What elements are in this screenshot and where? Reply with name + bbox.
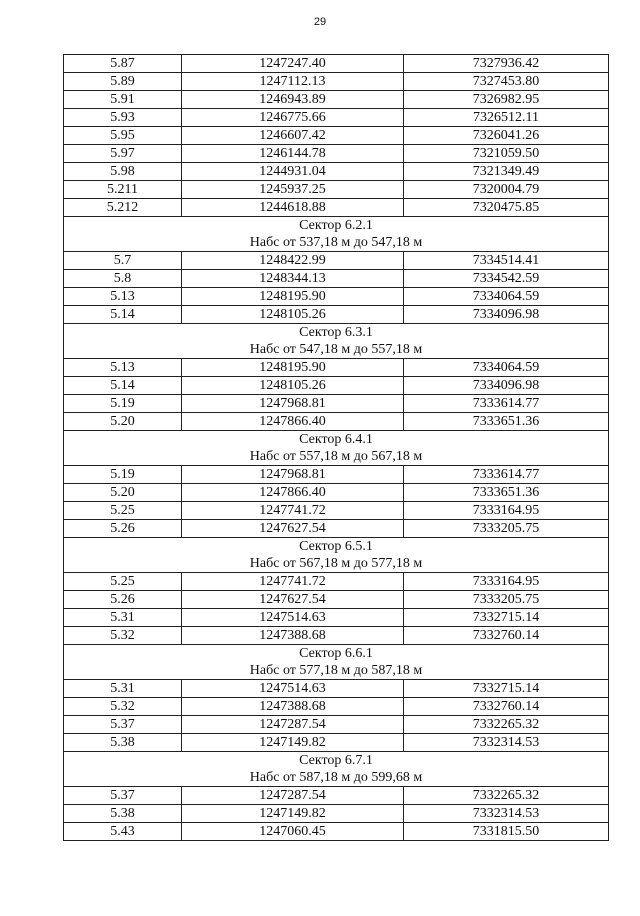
point-number-cell: 5.8 [64, 270, 182, 288]
y-coordinate-cell: 7332715.14 [404, 680, 609, 698]
sector-height-row [64, 662, 609, 680]
table-row [64, 252, 609, 270]
x-coordinate-cell: 1247514.63 [182, 609, 404, 627]
sector-title: Сектор 6.2.1 [64, 217, 609, 235]
x-coordinate-cell: 1247060.45 [182, 823, 404, 841]
x-coordinate-cell: 1247149.82 [182, 805, 404, 823]
y-coordinate-cell: 7327936.42 [404, 55, 609, 73]
sector-height-row [64, 448, 609, 466]
x-coordinate-cell: 1247514.63 [182, 680, 404, 698]
sector-title-row [64, 431, 609, 449]
sector-title: Сектор 6.6.1 [64, 645, 609, 663]
y-coordinate-cell: 7332760.14 [404, 698, 609, 716]
point-number-cell: 5.91 [64, 91, 182, 109]
x-coordinate-cell: 1247866.40 [182, 484, 404, 502]
table-row [64, 734, 609, 752]
sector-title: Сектор 6.3.1 [64, 324, 609, 342]
point-number-cell: 5.14 [64, 306, 182, 324]
x-coordinate-cell: 1246775.66 [182, 109, 404, 127]
x-coordinate-cell: 1248195.90 [182, 359, 404, 377]
table-row [64, 805, 609, 823]
table-row [64, 127, 609, 145]
point-number-cell: 5.20 [64, 413, 182, 431]
sector-title-row [64, 538, 609, 556]
y-coordinate-cell: 7333614.77 [404, 395, 609, 413]
y-coordinate-cell: 7321349.49 [404, 163, 609, 181]
x-coordinate-cell: 1247741.72 [182, 573, 404, 591]
y-coordinate-cell: 7334096.98 [404, 306, 609, 324]
x-coordinate-cell: 1247149.82 [182, 734, 404, 752]
y-coordinate-cell: 7332715.14 [404, 609, 609, 627]
x-coordinate-cell: 1246607.42 [182, 127, 404, 145]
y-coordinate-cell: 7320004.79 [404, 181, 609, 199]
y-coordinate-cell: 7333651.36 [404, 413, 609, 431]
y-coordinate-cell: 7321059.50 [404, 145, 609, 163]
table-row [64, 787, 609, 805]
table-row [64, 520, 609, 538]
table-row [64, 306, 609, 324]
point-number-cell: 5.20 [64, 484, 182, 502]
sector-height-range: Набс от 567,18 м до 577,18 м [64, 555, 609, 573]
y-coordinate-cell: 7332265.32 [404, 787, 609, 805]
point-number-cell: 5.38 [64, 734, 182, 752]
sector-height-row [64, 234, 609, 252]
x-coordinate-cell: 1248344.13 [182, 270, 404, 288]
table-row [64, 716, 609, 734]
point-number-cell: 5.95 [64, 127, 182, 145]
page-number: 29 [313, 16, 327, 28]
x-coordinate-cell: 1248105.26 [182, 306, 404, 324]
table-row [64, 573, 609, 591]
table-row [64, 181, 609, 199]
point-number-cell: 5.97 [64, 145, 182, 163]
x-coordinate-cell: 1247741.72 [182, 502, 404, 520]
point-number-cell: 5.13 [64, 288, 182, 306]
sector-height-range: Набс от 577,18 м до 587,18 м [64, 662, 609, 680]
sector-title: Сектор 6.7.1 [64, 752, 609, 770]
x-coordinate-cell: 1248422.99 [182, 252, 404, 270]
point-number-cell: 5.31 [64, 680, 182, 698]
point-number-cell: 5.93 [64, 109, 182, 127]
y-coordinate-cell: 7326041.26 [404, 127, 609, 145]
x-coordinate-cell: 1244931.04 [182, 163, 404, 181]
point-number-cell: 5.26 [64, 591, 182, 609]
y-coordinate-cell: 7332314.53 [404, 734, 609, 752]
y-coordinate-cell: 7333614.77 [404, 466, 609, 484]
point-number-cell: 5.13 [64, 359, 182, 377]
point-number-cell: 5.87 [64, 55, 182, 73]
y-coordinate-cell: 7334064.59 [404, 359, 609, 377]
x-coordinate-cell: 1247287.54 [182, 787, 404, 805]
point-number-cell: 5.32 [64, 698, 182, 716]
x-coordinate-cell: 1248105.26 [182, 377, 404, 395]
sector-height-row [64, 555, 609, 573]
table-row [64, 698, 609, 716]
table-row [64, 377, 609, 395]
table-row [64, 288, 609, 306]
x-coordinate-cell: 1247287.54 [182, 716, 404, 734]
sector-title-row [64, 217, 609, 235]
table-row [64, 680, 609, 698]
sector-height-range: Набс от 557,18 м до 567,18 м [64, 448, 609, 466]
coordinates-table [63, 54, 609, 841]
table-row [64, 484, 609, 502]
point-number-cell: 5.19 [64, 395, 182, 413]
x-coordinate-cell: 1248195.90 [182, 288, 404, 306]
table-row [64, 55, 609, 73]
y-coordinate-cell: 7334542.59 [404, 270, 609, 288]
y-coordinate-cell: 7320475.85 [404, 199, 609, 217]
point-number-cell: 5.43 [64, 823, 182, 841]
x-coordinate-cell: 1247112.13 [182, 73, 404, 91]
sector-title-row [64, 645, 609, 663]
table-row [64, 199, 609, 217]
point-number-cell: 5.212 [64, 199, 182, 217]
table-row [64, 73, 609, 91]
x-coordinate-cell: 1246943.89 [182, 91, 404, 109]
point-number-cell: 5.211 [64, 181, 182, 199]
point-number-cell: 5.25 [64, 502, 182, 520]
y-coordinate-cell: 7334514.41 [404, 252, 609, 270]
y-coordinate-cell: 7334096.98 [404, 377, 609, 395]
y-coordinate-cell: 7332760.14 [404, 627, 609, 645]
coordinates-table-body [64, 55, 609, 841]
y-coordinate-cell: 7333205.75 [404, 520, 609, 538]
y-coordinate-cell: 7332265.32 [404, 716, 609, 734]
point-number-cell: 5.26 [64, 520, 182, 538]
point-number-cell: 5.32 [64, 627, 182, 645]
x-coordinate-cell: 1247388.68 [182, 698, 404, 716]
x-coordinate-cell: 1246144.78 [182, 145, 404, 163]
x-coordinate-cell: 1247968.81 [182, 395, 404, 413]
sector-title-row [64, 324, 609, 342]
sector-height-row [64, 341, 609, 359]
y-coordinate-cell: 7326512.11 [404, 109, 609, 127]
table-row [64, 395, 609, 413]
sector-height-range: Набс от 547,18 м до 557,18 м [64, 341, 609, 359]
y-coordinate-cell: 7333164.95 [404, 502, 609, 520]
point-number-cell: 5.19 [64, 466, 182, 484]
table-row [64, 609, 609, 627]
x-coordinate-cell: 1247388.68 [182, 627, 404, 645]
y-coordinate-cell: 7334064.59 [404, 288, 609, 306]
y-coordinate-cell: 7333205.75 [404, 591, 609, 609]
point-number-cell: 5.38 [64, 805, 182, 823]
table-row [64, 145, 609, 163]
point-number-cell: 5.98 [64, 163, 182, 181]
sector-height-row [64, 769, 609, 787]
point-number-cell: 5.31 [64, 609, 182, 627]
table-row [64, 91, 609, 109]
point-number-cell: 5.14 [64, 377, 182, 395]
sector-title-row [64, 752, 609, 770]
table-row [64, 163, 609, 181]
y-coordinate-cell: 7333651.36 [404, 484, 609, 502]
table-row [64, 502, 609, 520]
table-row [64, 109, 609, 127]
y-coordinate-cell: 7326982.95 [404, 91, 609, 109]
point-number-cell: 5.25 [64, 573, 182, 591]
x-coordinate-cell: 1247247.40 [182, 55, 404, 73]
x-coordinate-cell: 1247627.54 [182, 520, 404, 538]
sector-height-range: Набс от 537,18 м до 547,18 м [64, 234, 609, 252]
sector-title: Сектор 6.5.1 [64, 538, 609, 556]
point-number-cell: 5.7 [64, 252, 182, 270]
table-row [64, 270, 609, 288]
x-coordinate-cell: 1244618.88 [182, 199, 404, 217]
x-coordinate-cell: 1247866.40 [182, 413, 404, 431]
point-number-cell: 5.37 [64, 787, 182, 805]
y-coordinate-cell: 7332314.53 [404, 805, 609, 823]
y-coordinate-cell: 7333164.95 [404, 573, 609, 591]
table-row [64, 359, 609, 377]
table-row [64, 823, 609, 841]
y-coordinate-cell: 7327453.80 [404, 73, 609, 91]
table-row [64, 466, 609, 484]
table-row [64, 627, 609, 645]
sector-height-range: Набс от 587,18 м до 599,68 м [64, 769, 609, 787]
sector-title: Сектор 6.4.1 [64, 431, 609, 449]
table-row [64, 413, 609, 431]
table-row [64, 591, 609, 609]
x-coordinate-cell: 1247968.81 [182, 466, 404, 484]
x-coordinate-cell: 1245937.25 [182, 181, 404, 199]
point-number-cell: 5.89 [64, 73, 182, 91]
x-coordinate-cell: 1247627.54 [182, 591, 404, 609]
point-number-cell: 5.37 [64, 716, 182, 734]
y-coordinate-cell: 7331815.50 [404, 823, 609, 841]
